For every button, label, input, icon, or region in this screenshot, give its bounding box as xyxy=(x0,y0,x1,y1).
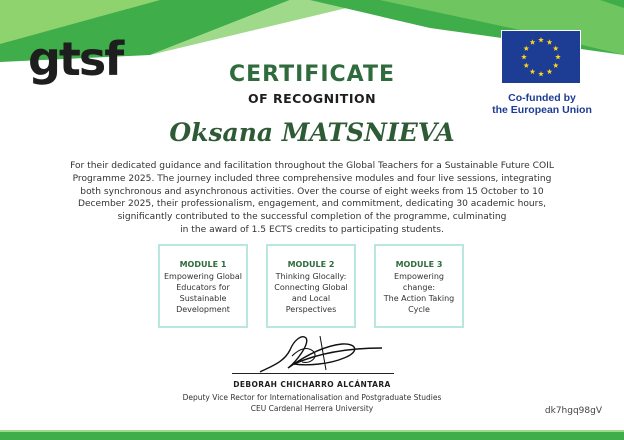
body-line: Programme 2025. The journey included three comprehensive modules and four live sessions, integrating xyxy=(72,173,552,184)
body-line: December 2025, their professionalism, engagement, and commitment, dedicating 30 academic hours, xyxy=(77,199,547,210)
handwritten-signature xyxy=(232,328,394,378)
certificate-body xyxy=(70,160,554,237)
certificate-title: CERTIFICATE xyxy=(228,62,396,87)
module-desc-line: Cycle xyxy=(408,305,430,314)
signer-university: CEU Cardenal Herrera University xyxy=(250,404,374,413)
module-desc-line: Connecting Global xyxy=(274,283,348,292)
module-desc-line: Sustainable xyxy=(179,294,227,303)
footer-stripe xyxy=(0,432,624,440)
module-title: MODULE 3 xyxy=(395,260,443,269)
module-desc-line: Thinking Glocally: xyxy=(275,272,347,281)
certificate-subtitle: OF RECOGNITION xyxy=(247,91,377,106)
module-desc-line: Educators for xyxy=(176,283,230,292)
module-desc-line: Perspectives xyxy=(285,305,337,314)
module-title: MODULE 1 xyxy=(179,260,227,269)
module-title: MODULE 2 xyxy=(287,260,335,269)
body-line: in the award of 1.5 ECTS credits to participating students. xyxy=(180,224,444,235)
module-desc-line: Empowering change: xyxy=(394,272,444,292)
module-card-2 xyxy=(266,244,356,328)
module-desc-line: Development xyxy=(176,305,230,314)
cofunding-line-2: the European Union xyxy=(492,104,592,116)
body-line: both synchronous and asynchronous activities. Over the course of eight weeks from 15 October to 10 xyxy=(80,186,544,197)
recipient-name: Oksana MATSNIEVA xyxy=(169,118,455,147)
body-line: significantly contributed to the successful completion of the programme, culminating xyxy=(117,212,507,223)
signature-line xyxy=(232,373,394,374)
module-desc-line: and Local xyxy=(291,294,331,303)
cofunding-line-1: Co-funded by xyxy=(508,92,576,104)
module-card-3 xyxy=(374,244,464,328)
module-card-1 xyxy=(158,244,248,328)
body-line: For their dedicated guidance and facilitation throughout the Global Teachers for a Sustainable Future COIL xyxy=(70,161,554,171)
signer-name: DEBORAH CHICHARRO ALCÁNTARA xyxy=(233,380,391,389)
module-desc-line: The Action Taking xyxy=(383,294,455,303)
signer-role: Deputy Vice Rector for Internationalisation and Postgraduate Studies xyxy=(182,393,442,402)
gtsf-logo: gtsf xyxy=(28,32,123,86)
verification-code: dk7hgq98gV xyxy=(544,406,602,416)
module-desc-line: Empowering Global xyxy=(164,272,243,281)
